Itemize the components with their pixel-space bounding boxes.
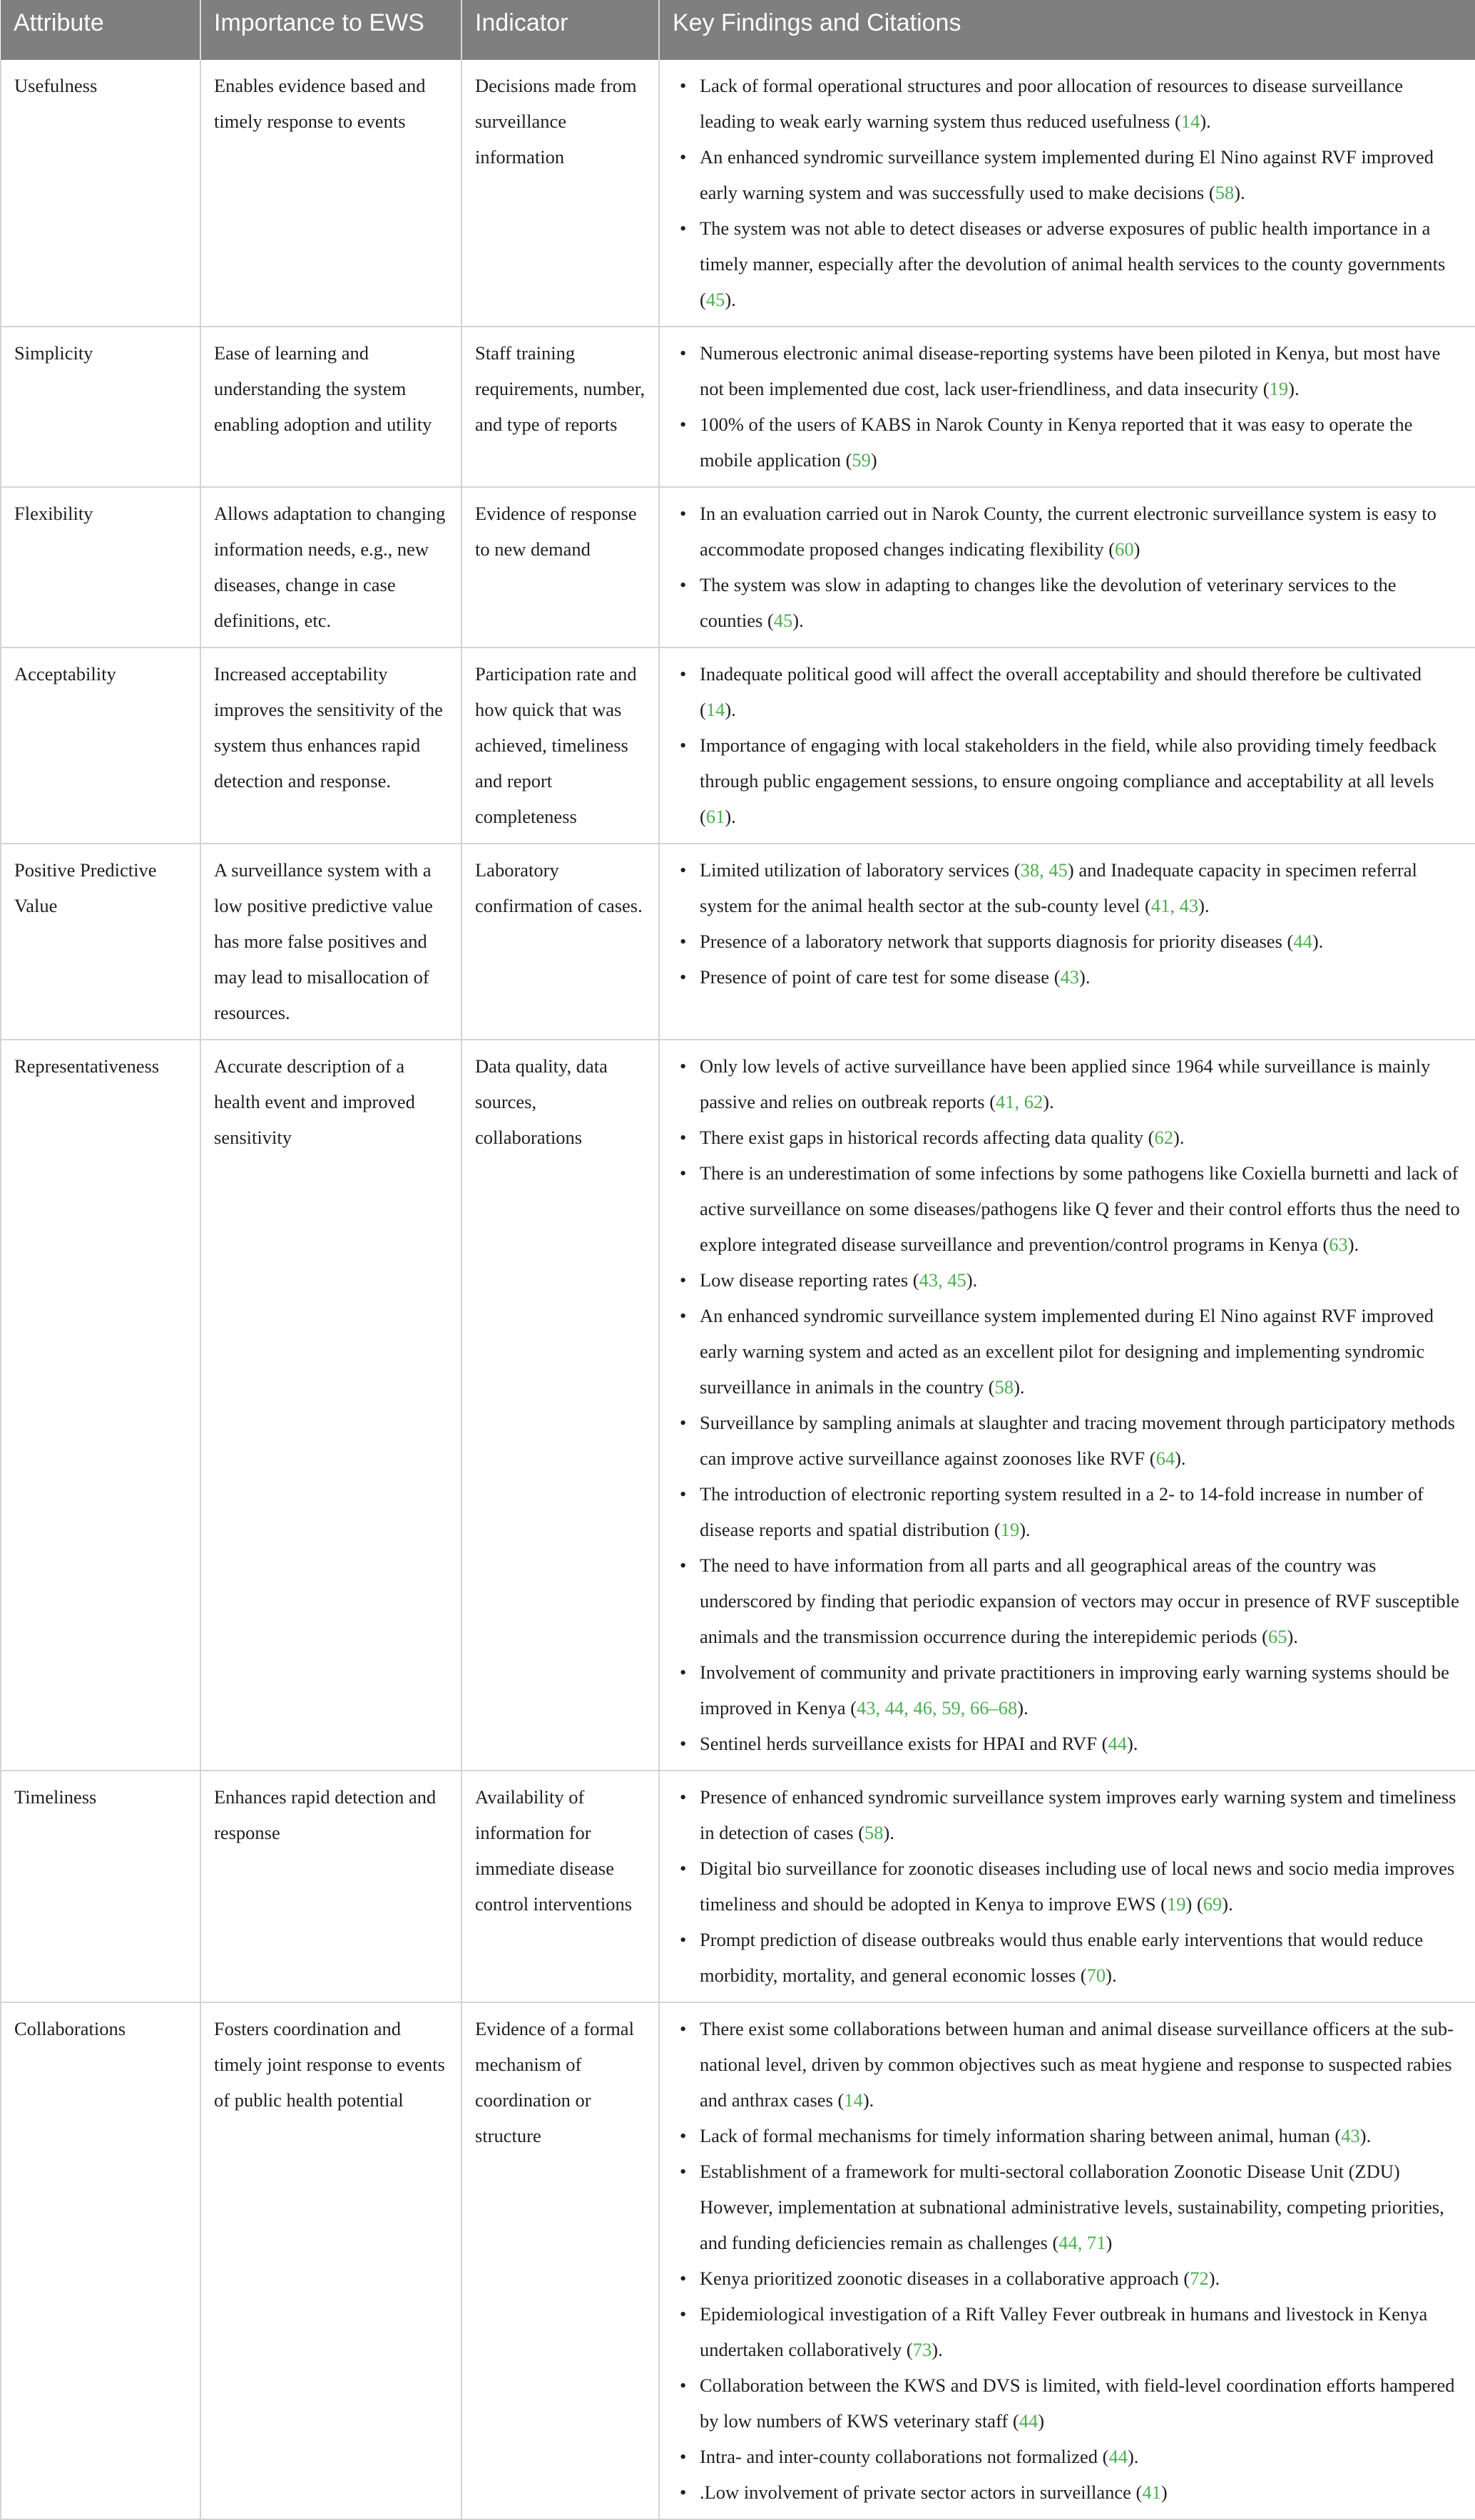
importance-cell: Accurate description of a health event and improved sensitivity [200,1040,461,1771]
finding-item: • Digital bio surveillance for zoonotic diseases including use of local news and socio media improves timeliness and should be adopted in Kenya to improve EWS (19) (69). [700,1850,1462,1922]
findings-list [673,496,1462,638]
finding-item: • Only low levels of active surveillance have been applied since 1964 while surveillance is mainly passive and relies on outbreak reports (41, 62). [700,1048,1462,1120]
table-body [1,60,1475,2519]
findings-list [673,68,1462,317]
finding-item: • There exist some collaborations between human and animal disease surveillance officers at the sub-national level, driven by common objectives such as meat hygiene and response to suspected rabies and anthrax cases (14). [700,2011,1462,2118]
finding-item: • Intra- and inter-county collaborations not formalized (44). [700,2439,1462,2474]
finding-item: • Presence of a laboratory network that supports diagnosis for priority diseases (44). [700,923,1462,959]
finding-item: • There is an underestimation of some infections by some pathogens like Coxiella burnetti and lack of active surveillance on some diseases/pathogens like Q fever and their control efforts thus the need to explore integrated disease surveillance and prevention/control programs in Kenya (63). [700,1155,1462,1262]
citation-ref[interactable]: 58 [994,1376,1014,1398]
findings-cell [659,844,1475,1040]
citation-ref[interactable]: 72 [1190,2268,1209,2289]
citation-ref[interactable]: 44 [1108,2446,1128,2467]
citation-ref[interactable]: 45 [773,610,793,631]
header-indicator: Indicator [461,0,659,60]
attribute-cell: Flexibility [1,487,200,647]
citation-ref[interactable]: 44 [1019,2410,1038,2432]
finding-item: • Lack of formal mechanisms for timely information sharing between animal, human (43). [700,2118,1462,2153]
citation-ref[interactable]: 62 [1154,1127,1173,1148]
citation-ref[interactable]: 44, 71 [1058,2232,1106,2253]
finding-item: • Epidemiological investigation of a Rift Valley Fever outbreak in humans and livestock in Kenya undertaken collaboratively (73). [700,2296,1462,2367]
citation-ref[interactable]: 14 [1180,111,1200,132]
findings-cell [659,2002,1475,2519]
importance-cell: Ease of learning and understanding the system enabling adoption and utility [200,327,461,487]
table-row [1,327,1475,487]
findings-list [673,2011,1462,2510]
findings-cell [659,487,1475,647]
finding-item: • In an evaluation carried out in Narok County, the current electronic surveillance system is easy to accommodate proposed changes indicating flexibility (60) [700,496,1462,567]
findings-cell [659,1771,1475,2002]
indicator-cell: Data quality, data sources, collaborations [461,1040,659,1771]
importance-cell: Allows adaptation to changing information needs, e.g., new diseases, change in case definitions, etc. [200,487,461,647]
table-row [1,1771,1475,2002]
finding-item: • Sentinel herds surveillance exists for HPAI and RVF (44). [700,1726,1462,1761]
finding-item: • .Low involvement of private sector actors in surveillance (41) [700,2474,1462,2510]
attribute-cell: Timeliness [1,1771,200,2002]
citation-ref[interactable]: 70 [1086,1965,1106,1986]
table-row [1,2002,1475,2519]
indicator-cell: Participation rate and how quick that was achieved, timeliness and report completeness [461,647,659,844]
citation-ref[interactable]: 61 [705,806,725,827]
importance-cell: Enables evidence based and timely response to events [200,60,461,327]
findings-cell [659,327,1475,487]
header-findings: Key Findings and Citations [659,0,1475,60]
findings-cell [659,647,1475,844]
citation-ref[interactable]: 41, 62 [996,1091,1043,1112]
table-row [1,60,1475,327]
citation-ref[interactable]: 43, 45 [919,1269,966,1291]
citation-ref[interactable]: 41, 43 [1150,895,1199,916]
citation-ref[interactable]: 60 [1115,538,1134,560]
table-row [1,487,1475,647]
findings-list [673,852,1462,995]
citation-ref[interactable]: 63 [1329,1234,1348,1255]
table-header [1,0,1475,60]
attribute-cell: Representativeness [1,1040,200,1771]
importance-cell: Fosters coordination and timely joint response to events of public health potential [200,2002,461,2519]
table-row [1,844,1475,1040]
indicator-cell: Availability of information for immediate disease control interventions [461,1771,659,2002]
citation-ref[interactable]: 69 [1203,1893,1223,1915]
finding-item: • Inadequate political good will affect the overall acceptability and should therefore be cultivated (14). [700,656,1462,727]
attribute-cell: Acceptability [1,647,200,844]
finding-item: • Presence of enhanced syndromic surveillance system improves early warning system and timeliness in detection of cases (58). [700,1779,1462,1850]
indicator-cell: Evidence of response to new demand [461,487,659,647]
citation-ref[interactable]: 58 [1215,182,1235,203]
citation-ref[interactable]: 65 [1267,1626,1287,1647]
attribute-cell: Collaborations [1,2002,200,2519]
citation-ref[interactable]: 64 [1155,1448,1175,1469]
finding-item: • There exist gaps in historical records affecting data quality (62). [700,1120,1462,1155]
indicator-cell: Staff training requirements, number, and type of reports [461,327,659,487]
citation-ref[interactable]: 58 [864,1822,884,1843]
citation-ref[interactable]: 19 [1167,1893,1186,1915]
findings-cell [659,60,1475,327]
citation-ref[interactable]: 59 [852,449,871,471]
finding-item: • Limited utilization of laboratory services (38, 45) and Inadequate capacity in specimen referral system for the animal health sector at the sub-county level (41, 43). [700,852,1462,923]
attribute-cell: Usefulness [1,60,200,327]
table-row [1,1040,1475,1771]
indicator-cell: Decisions made from surveillance information [461,60,659,327]
citation-ref[interactable]: 41 [1142,2481,1161,2503]
citation-ref[interactable]: 14 [705,699,725,720]
header-attribute: Attribute [1,0,200,60]
findings-list [673,335,1462,478]
finding-item: • Surveillance by sampling animals at slaughter and tracing movement through participatory methods can improve active surveillance against zoonoses like RVF (64). [700,1405,1462,1476]
finding-item: • Prompt prediction of disease outbreaks would thus enable early interventions that would reduce morbidity, mortality, and general economic losses (70). [700,1922,1462,1993]
header-importance: Importance to EWS [200,0,461,60]
citation-ref[interactable]: 43, 44, 46, 59, 66–68 [857,1697,1018,1719]
citation-ref[interactable]: 43 [1060,966,1080,988]
finding-item: • Kenya prioritized zoonotic diseases in a collaborative approach (72). [700,2260,1462,2296]
citation-ref[interactable]: 73 [912,2339,932,2360]
citation-ref[interactable]: 44 [1293,931,1312,952]
indicator-cell: Evidence of a formal mechanism of coordination or structure [461,2002,659,2519]
finding-item: • Involvement of community and private practitioners in improving early warning systems should be improved in Kenya (43, 44, 46, 59, 66–68). [700,1654,1462,1726]
finding-item: • An enhanced syndromic surveillance system implemented during El Nino against RVF improved early warning system and acted as an excellent pilot for designing and implementing syndromic surveillance in animals in the country (58). [700,1298,1462,1405]
importance-cell: Increased acceptability improves the sensitivity of the system thus enhances rapid detection and response. [200,647,461,844]
importance-cell: A surveillance system with a low positive predictive value has more false positives and may lead to misallocation of resources. [200,844,461,1040]
citation-ref[interactable]: 44 [1108,1733,1127,1754]
attribute-cell: Positive Predictive Value [1,844,200,1040]
citation-ref[interactable]: 19 [1000,1519,1020,1540]
findings-list [673,656,1462,834]
findings-list [673,1048,1462,1761]
attribute-cell: Simplicity [1,327,200,487]
finding-item: • Lack of formal operational structures and poor allocation of resources to disease surveillance leading to weak early warning system thus reduced usefulness (14). [700,68,1462,139]
importance-cell: Enhances rapid detection and response [200,1771,461,2002]
finding-item: • Collaboration between the KWS and DVS is limited, with field-level coordination efforts hampered by low numbers of KWS veterinary staff (44) [700,2367,1462,2439]
finding-item: • The introduction of electronic reporting system resulted in a 2- to 14-fold increase in number of disease reports and spatial distribution (19). [700,1476,1462,1547]
finding-item: • The system was slow in adapting to changes like the devolution of veterinary services to the counties (45). [700,567,1462,638]
findings-list [673,1779,1462,1993]
finding-item: • Establishment of a framework for multi-sectoral collaboration Zoonotic Disease Unit (ZDU) However, implementation at subnational administrative levels, sustainability, competing priorities, and funding deficiencies remain as challenges (44, 71) [700,2153,1462,2260]
finding-item: • 100% of the users of KABS in Narok County in Kenya reported that it was easy to operate the mobile application (59) [700,406,1462,478]
citation-ref[interactable]: 14 [844,2089,863,2111]
citation-ref[interactable]: 19 [1269,378,1289,399]
finding-item: • Importance of engaging with local stakeholders in the field, while also providing timely feedback through public engagement sessions, to ensure ongoing compliance and acceptability at all levels (61). [700,727,1462,834]
table-row [1,647,1475,844]
header-row [1,0,1475,60]
citation-ref[interactable]: 38, 45 [1020,859,1068,881]
finding-item: • Presence of point of care test for some disease (43). [700,959,1462,995]
finding-item: • An enhanced syndromic surveillance system implemented during El Nino against RVF improved early warning system and was successfully used to make decisions (58). [700,139,1462,210]
citation-ref[interactable]: 43 [1341,2125,1360,2146]
citation-ref[interactable]: 45 [705,289,725,310]
finding-item: • The need to have information from all parts and all geographical areas of the country was underscored by finding that periodic expansion of vectors may occur in presence of RVF susceptible animals and the transmission occurrence during the interepidemic periods (65). [700,1547,1462,1654]
indicator-cell: Laboratory confirmation of cases. [461,844,659,1040]
finding-item: • Numerous electronic animal disease-reporting systems have been piloted in Kenya, but most have not been implemented due cost, lack user-friendliness, and data insecurity (19). [700,335,1462,406]
finding-item: • The system was not able to detect diseases or adverse exposures of public health importance in a timely manner, especially after the devolution of animal health services to the county governments (45). [700,210,1462,317]
findings-cell [659,1040,1475,1771]
finding-item: • Low disease reporting rates (43, 45). [700,1262,1462,1298]
